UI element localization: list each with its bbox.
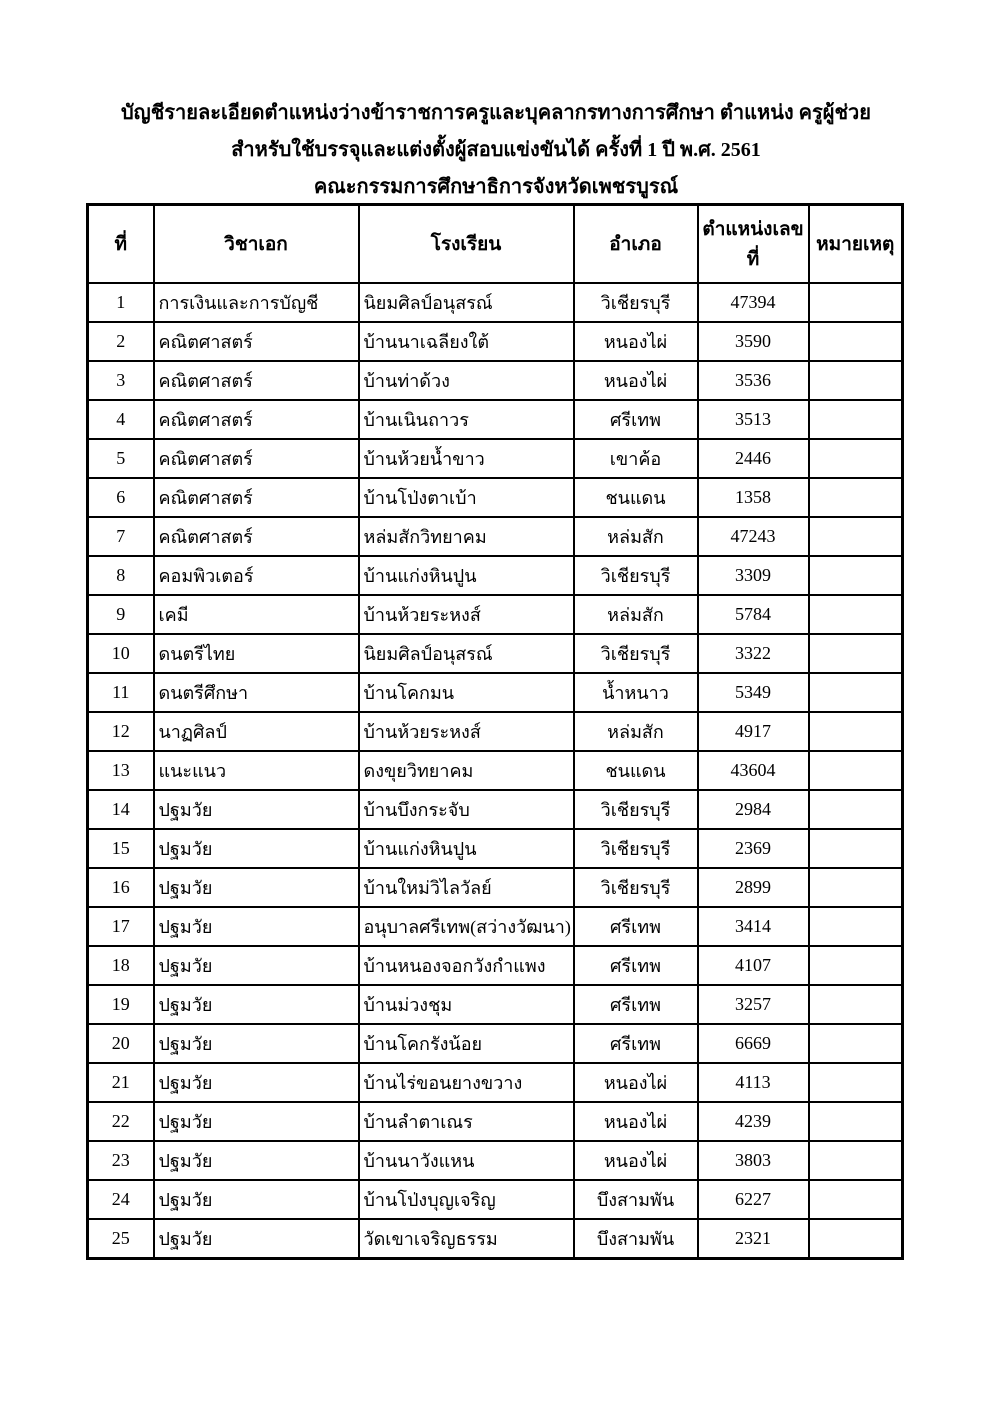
position-number-cell: 4113 — [698, 1063, 809, 1102]
remark-cell — [809, 1024, 903, 1063]
remark-cell — [809, 1219, 903, 1259]
row-number-cell: 7 — [88, 517, 154, 556]
school-cell: บ้านโคกมน — [359, 673, 574, 712]
subject-major-cell: ปฐมวัย — [154, 1063, 359, 1102]
subject-major-cell: ดนตรีศึกษา — [154, 673, 359, 712]
row-number-cell: 20 — [88, 1024, 154, 1063]
table-row — [88, 1024, 903, 1063]
position-number-cell: 6227 — [698, 1180, 809, 1219]
position-number-cell: 43604 — [698, 751, 809, 790]
row-number-cell: 8 — [88, 556, 154, 595]
row-number-cell: 2 — [88, 322, 154, 361]
remark-cell — [809, 946, 903, 985]
table-row — [88, 751, 903, 790]
school-cell: บ้านแก่งหินปูน — [359, 829, 574, 868]
subject-major-cell: ดนตรีไทย — [154, 634, 359, 673]
remark-cell — [809, 790, 903, 829]
table-row — [88, 985, 903, 1024]
remark-cell — [809, 829, 903, 868]
row-number-cell: 5 — [88, 439, 154, 478]
school-cell: หล่มสักวิทยาคม — [359, 517, 574, 556]
remark-cell — [809, 907, 903, 946]
school-cell: นิยมศิลป์อนุสรณ์ — [359, 283, 574, 322]
position-number-cell: 3513 — [698, 400, 809, 439]
district-cell: หนองไผ่ — [574, 1141, 698, 1180]
subject-major-cell: ปฐมวัย — [154, 868, 359, 907]
school-cell: บ้านนาเฉลียงใต้ — [359, 322, 574, 361]
school-cell: บ้านโป่งตาเบ้า — [359, 478, 574, 517]
table-row — [88, 1141, 903, 1180]
table-body — [88, 283, 903, 1259]
header-row-number: ที่ — [88, 205, 154, 284]
row-number-cell: 13 — [88, 751, 154, 790]
row-number-cell: 16 — [88, 868, 154, 907]
table-row — [88, 1102, 903, 1141]
row-number-cell: 10 — [88, 634, 154, 673]
district-cell: หล่มสัก — [574, 595, 698, 634]
district-cell: วิเชียรบุรี — [574, 556, 698, 595]
position-number-cell: 4917 — [698, 712, 809, 751]
district-cell: บึงสามพัน — [574, 1219, 698, 1259]
row-number-cell: 22 — [88, 1102, 154, 1141]
table-row — [88, 556, 903, 595]
remark-cell — [809, 712, 903, 751]
row-number-cell: 18 — [88, 946, 154, 985]
school-cell: บ้านท่าด้วง — [359, 361, 574, 400]
subject-major-cell: คณิตศาสตร์ — [154, 517, 359, 556]
remark-cell — [809, 283, 903, 322]
subject-major-cell: ปฐมวัย — [154, 1024, 359, 1063]
district-cell: ชนแดน — [574, 478, 698, 517]
school-cell: บ้านห้วยระหงส์ — [359, 595, 574, 634]
table-row — [88, 400, 903, 439]
remark-cell — [809, 595, 903, 634]
school-cell: บ้านห้วยน้ำขาว — [359, 439, 574, 478]
row-number-cell: 12 — [88, 712, 154, 751]
position-number-cell: 4239 — [698, 1102, 809, 1141]
row-number-cell: 24 — [88, 1180, 154, 1219]
row-number-cell: 6 — [88, 478, 154, 517]
school-cell: บ้านโคกรังน้อย — [359, 1024, 574, 1063]
school-cell: ดงขุยวิทยาคม — [359, 751, 574, 790]
table-row — [88, 517, 903, 556]
district-cell: ศรีเทพ — [574, 1024, 698, 1063]
school-cell: นิยมศิลป์อนุสรณ์ — [359, 634, 574, 673]
subject-major-cell: คณิตศาสตร์ — [154, 478, 359, 517]
row-number-cell: 3 — [88, 361, 154, 400]
position-number-cell: 3803 — [698, 1141, 809, 1180]
position-number-cell: 6669 — [698, 1024, 809, 1063]
district-cell: วิเชียรบุรี — [574, 829, 698, 868]
remark-cell — [809, 439, 903, 478]
table-header — [88, 205, 903, 284]
document-title-block — [0, 95, 992, 206]
table-row — [88, 907, 903, 946]
row-number-cell: 23 — [88, 1141, 154, 1180]
subject-major-cell: คณิตศาสตร์ — [154, 400, 359, 439]
table-row — [88, 1063, 903, 1102]
table-row — [88, 283, 903, 322]
table-row — [88, 946, 903, 985]
district-cell: หล่มสัก — [574, 712, 698, 751]
header-school: โรงเรียน — [359, 205, 574, 284]
title-line-3: คณะกรรมการศึกษาธิการจังหวัดเพชรบูรณ์ — [313, 176, 679, 198]
position-number-cell: 3257 — [698, 985, 809, 1024]
remark-cell — [809, 361, 903, 400]
table-row — [88, 790, 903, 829]
district-cell: ศรีเทพ — [574, 400, 698, 439]
title-line-1: บัญชีรายละเอียดตำแหน่งว่างข้าราชการครูและบุคลากรทางการศึกษา ตำแหน่ง ครูผู้ช่วย — [120, 102, 872, 124]
position-number-cell: 4107 — [698, 946, 809, 985]
position-number-cell: 2321 — [698, 1219, 809, 1259]
school-cell: บ้านบึงกระจับ — [359, 790, 574, 829]
subject-major-cell: แนะแนว — [154, 751, 359, 790]
table-row — [88, 322, 903, 361]
table-row — [88, 1180, 903, 1219]
position-number-cell: 1358 — [698, 478, 809, 517]
district-cell: วิเชียรบุรี — [574, 283, 698, 322]
table-row — [88, 829, 903, 868]
subject-major-cell: คณิตศาสตร์ — [154, 361, 359, 400]
header-remark: หมายเหตุ — [809, 205, 903, 284]
position-number-cell: 2899 — [698, 868, 809, 907]
position-number-cell: 47243 — [698, 517, 809, 556]
remark-cell — [809, 673, 903, 712]
school-cell: บ้านโป่งบุญเจริญ — [359, 1180, 574, 1219]
subject-major-cell: เคมี — [154, 595, 359, 634]
row-number-cell: 11 — [88, 673, 154, 712]
remark-cell — [809, 868, 903, 907]
district-cell: วิเชียรบุรี — [574, 634, 698, 673]
position-number-cell: 3590 — [698, 322, 809, 361]
district-cell: หนองไผ่ — [574, 1102, 698, 1141]
table-row — [88, 868, 903, 907]
school-cell: วัดเขาเจริญธรรม — [359, 1219, 574, 1259]
table-row — [88, 361, 903, 400]
subject-major-cell: ปฐมวัย — [154, 1141, 359, 1180]
district-cell: หล่มสัก — [574, 517, 698, 556]
subject-major-cell: การเงินและการบัญชี — [154, 283, 359, 322]
subject-major-cell: ปฐมวัย — [154, 829, 359, 868]
school-cell: บ้านเนินถาวร — [359, 400, 574, 439]
district-cell: ศรีเทพ — [574, 946, 698, 985]
subject-major-cell: คณิตศาสตร์ — [154, 322, 359, 361]
school-cell: บ้านแก่งหินปูน — [359, 556, 574, 595]
row-number-cell: 1 — [88, 283, 154, 322]
remark-cell — [809, 1141, 903, 1180]
position-number-cell: 3309 — [698, 556, 809, 595]
school-cell: บ้านนาวังแหน — [359, 1141, 574, 1180]
position-number-cell: 2984 — [698, 790, 809, 829]
remark-cell — [809, 1102, 903, 1141]
subject-major-cell: ปฐมวัย — [154, 1102, 359, 1141]
subject-major-cell: ปฐมวัย — [154, 907, 359, 946]
row-number-cell: 17 — [88, 907, 154, 946]
table-row — [88, 673, 903, 712]
table-row — [88, 595, 903, 634]
subject-major-cell: ปฐมวัย — [154, 946, 359, 985]
remark-cell — [809, 322, 903, 361]
subject-major-cell: คอมพิวเตอร์ — [154, 556, 359, 595]
district-cell: วิเชียรบุรี — [574, 868, 698, 907]
header-position-number: ตำแหน่งเลขที่ — [698, 205, 809, 284]
row-number-cell: 19 — [88, 985, 154, 1024]
position-number-cell: 5784 — [698, 595, 809, 634]
district-cell: เขาค้อ — [574, 439, 698, 478]
subject-major-cell: นาฏศิลป์ — [154, 712, 359, 751]
remark-cell — [809, 400, 903, 439]
row-number-cell: 4 — [88, 400, 154, 439]
school-cell: บ้านหนองจอกวังกำแพง — [359, 946, 574, 985]
position-number-cell: 2369 — [698, 829, 809, 868]
remark-cell — [809, 985, 903, 1024]
school-cell: บ้านไร่ขอนยางขวาง — [359, 1063, 574, 1102]
remark-cell — [809, 634, 903, 673]
row-number-cell: 15 — [88, 829, 154, 868]
remark-cell — [809, 751, 903, 790]
district-cell: ศรีเทพ — [574, 907, 698, 946]
position-number-cell: 2446 — [698, 439, 809, 478]
row-number-cell: 25 — [88, 1219, 154, 1259]
position-number-cell: 3536 — [698, 361, 809, 400]
table-header-row — [88, 205, 903, 284]
subject-major-cell: ปฐมวัย — [154, 790, 359, 829]
district-cell: หนองไผ่ — [574, 361, 698, 400]
title-line-2: สำหรับใช้บรรจุและแต่งตั้งผู้สอบแข่งขันได้ ครั้งที่ 1 ปี พ.ศ. 2561 — [231, 139, 761, 161]
header-subject-major: วิชาเอก — [154, 205, 359, 284]
position-number-cell: 5349 — [698, 673, 809, 712]
district-cell: หนองไผ่ — [574, 322, 698, 361]
position-number-cell: 3322 — [698, 634, 809, 673]
table-row — [88, 1219, 903, 1259]
subject-major-cell: ปฐมวัย — [154, 985, 359, 1024]
subject-major-cell: ปฐมวัย — [154, 1219, 359, 1259]
subject-major-cell: ปฐมวัย — [154, 1180, 359, 1219]
position-number-cell: 3414 — [698, 907, 809, 946]
remark-cell — [809, 517, 903, 556]
school-cell: อนุบาลศรีเทพ(สว่างวัฒนา) — [359, 907, 574, 946]
school-cell: บ้านม่วงชุม — [359, 985, 574, 1024]
position-number-cell: 47394 — [698, 283, 809, 322]
district-cell: วิเชียรบุรี — [574, 790, 698, 829]
remark-cell — [809, 478, 903, 517]
district-cell: น้ำหนาว — [574, 673, 698, 712]
remark-cell — [809, 1180, 903, 1219]
header-district: อำเภอ — [574, 205, 698, 284]
row-number-cell: 21 — [88, 1063, 154, 1102]
table-row — [88, 439, 903, 478]
table-row — [88, 634, 903, 673]
row-number-cell: 9 — [88, 595, 154, 634]
school-cell: บ้านลำตาเณร — [359, 1102, 574, 1141]
row-number-cell: 14 — [88, 790, 154, 829]
school-cell: บ้านใหม่วิไลวัลย์ — [359, 868, 574, 907]
district-cell: บึงสามพัน — [574, 1180, 698, 1219]
district-cell: ชนแดน — [574, 751, 698, 790]
remark-cell — [809, 1063, 903, 1102]
remark-cell — [809, 556, 903, 595]
table-row — [88, 478, 903, 517]
subject-major-cell: คณิตศาสตร์ — [154, 439, 359, 478]
district-cell: หนองไผ่ — [574, 1063, 698, 1102]
vacancy-table — [86, 203, 904, 1260]
district-cell: ศรีเทพ — [574, 985, 698, 1024]
table-row — [88, 712, 903, 751]
school-cell: บ้านห้วยระหงส์ — [359, 712, 574, 751]
